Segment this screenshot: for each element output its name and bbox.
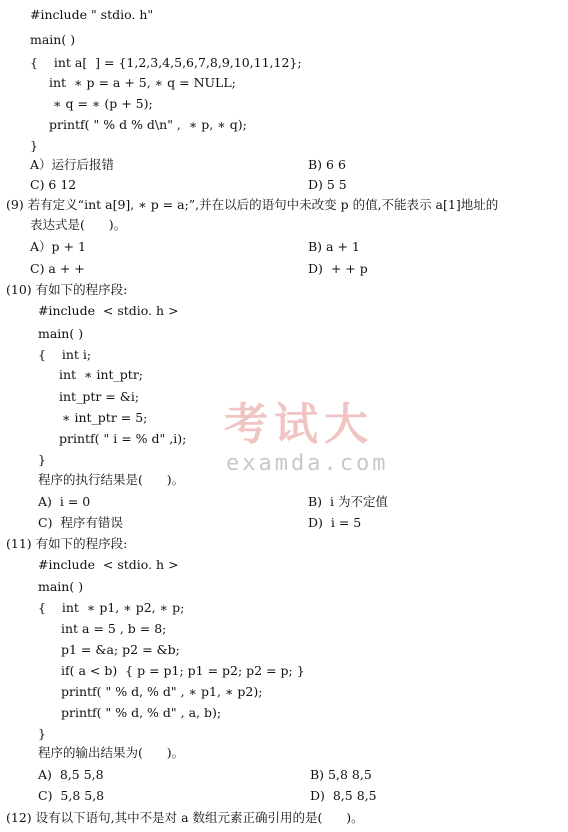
option-a: A）p + 1 (30, 239, 86, 254)
question-11: (11) 有如下的程序段: (6, 536, 128, 551)
option-d: D) i = 5 (308, 515, 362, 530)
question-9-cont: 表达式是( )。 (30, 217, 127, 232)
code-line: p1 = &a; p2 = &b; (61, 642, 180, 657)
code-line: int ∗ p = a + 5, ∗ q = NULL; (49, 75, 236, 90)
question-9: (9) 若有定义“int a[9], ∗ p = a;”,并在以后的语句中未改变 p 的值,不能表示 a[1]地址的 (6, 197, 499, 212)
code-line: #include < stdio. h > (38, 303, 179, 318)
watermark-logo: 考试大 (224, 399, 374, 450)
code-line: int ∗ int_ptr; (59, 367, 144, 382)
question-10: (10) 有如下的程序段: (6, 282, 128, 297)
question-12: (12) 设有以下语句,其中不是对 a 数组元素正确引用的是( )。 (6, 810, 364, 825)
code-line: #include " stdio. h" (30, 7, 154, 22)
option-d: D) 5 5 (308, 177, 347, 192)
option-a: A）运行后报错 (30, 157, 115, 172)
code-line: main( ) (38, 579, 84, 594)
code-line: } (30, 138, 38, 153)
option-b: B) 5,8 8,5 (310, 767, 372, 782)
option-c: C) 5,8 5,8 (38, 788, 105, 803)
option-a: A) 8,5 5,8 (38, 767, 104, 782)
code-line: } (38, 452, 46, 467)
option-c: C) a + + (30, 261, 85, 276)
option-b: B) i 为不定值 (308, 494, 388, 509)
code-line: ∗ int_ptr = 5; (62, 410, 148, 425)
code-line: printf( " % d, % d" , ∗ p1, ∗ p2); (61, 684, 263, 699)
code-line: printf( " % d % d\n" , ∗ p, ∗ q); (49, 117, 247, 132)
option-c: C) 6 12 (30, 177, 77, 192)
option-d: D) 8,5 8,5 (310, 788, 377, 803)
question-10-prompt: 程序的执行结果是( )。 (38, 472, 185, 487)
code-line: #include < stdio. h > (38, 557, 179, 572)
code-line: } (38, 726, 46, 741)
code-line: printf( " i = % d" ,i); (59, 431, 187, 446)
option-b: B) 6 6 (308, 157, 346, 172)
question-11-prompt: 程序的输出结果为( )。 (38, 745, 185, 760)
code-line: ∗ q = ∗ (p + 5); (53, 96, 153, 111)
code-line: printf( " % d, % d" , a, b); (61, 705, 222, 720)
code-line: main( ) (38, 326, 84, 341)
option-c: C) 程序有错误 (38, 515, 123, 530)
option-b: B) a + 1 (308, 239, 360, 254)
code-line: { int a[ ] = {1,2,3,4,5,6,7,8,9,10,11,12}; (30, 55, 302, 70)
option-d: D) + + p (308, 261, 368, 276)
watermark-url: examda.com (226, 451, 389, 476)
code-line: if( a < b) { p = p1; p1 = p2; p2 = p; } (61, 663, 305, 678)
code-line: int_ptr = &i; (59, 389, 140, 404)
code-line: { int ∗ p1, ∗ p2, ∗ p; (38, 600, 185, 615)
code-line: int a = 5 , b = 8; (61, 621, 167, 636)
code-line: main( ) (30, 32, 76, 47)
option-a: A) i = 0 (38, 494, 91, 509)
code-line: { int i; (38, 347, 92, 362)
